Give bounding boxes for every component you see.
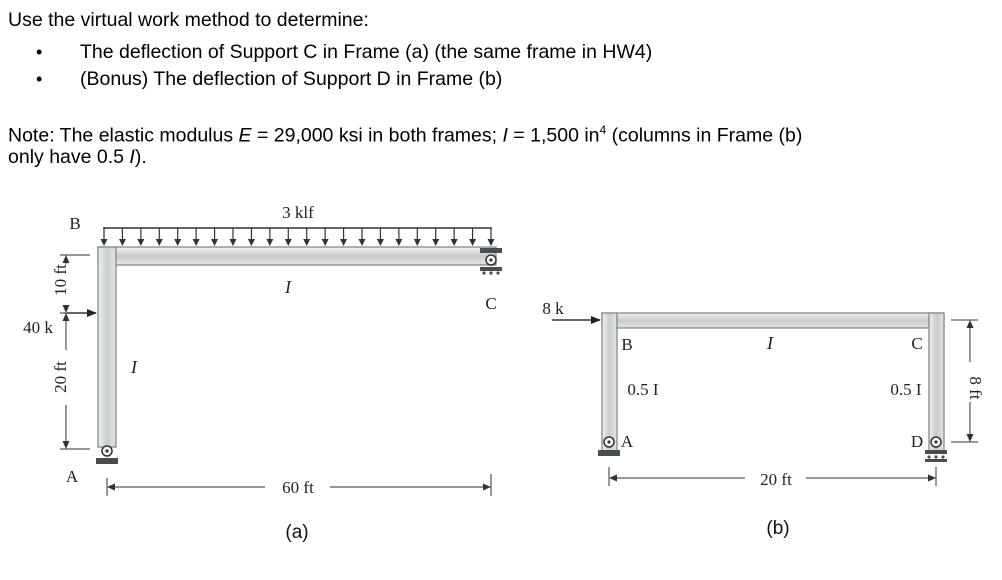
bullet-1-marker: • xyxy=(36,42,43,62)
node-a-label: A xyxy=(65,467,79,486)
beam-inertia-label: I xyxy=(285,277,291,297)
load-arrow-head xyxy=(359,239,366,246)
frame-b-beam xyxy=(602,313,944,328)
load-arrow-head xyxy=(101,239,108,246)
load-arrow-head xyxy=(432,239,439,246)
load-label: 3 klf xyxy=(282,203,314,222)
frame-b-left-column xyxy=(602,313,617,451)
note-line2-suffix: ). xyxy=(134,146,147,168)
load-arrows xyxy=(101,228,495,246)
frame-b-lateral-load-label: 8 k xyxy=(542,299,564,318)
note-i-symbol: I xyxy=(502,124,508,147)
load-arrow-head xyxy=(211,239,218,246)
lateral-load-label: 40 k xyxy=(23,318,53,337)
intro-text: Use the virtual work method to determine: xyxy=(8,9,369,31)
note-line2-prefix: only have 0.5 xyxy=(8,146,130,168)
vertical-dimension xyxy=(51,255,90,449)
dim-upper-label: 10 ft xyxy=(51,264,70,296)
node-c-label: C xyxy=(485,294,497,313)
frame-a-caption: (a) xyxy=(285,522,309,543)
frame-a-beam xyxy=(98,247,496,265)
task-1-text: The deflection of Support C in Frame (a) (the same frame in HW4) xyxy=(80,41,653,63)
bullet-2-marker: • xyxy=(36,69,43,89)
load-arrow-head xyxy=(340,239,347,246)
frame-b-node-b-label: B xyxy=(621,335,633,354)
load-arrow-head xyxy=(285,239,292,246)
load-arrow-head xyxy=(248,239,255,246)
frame-a xyxy=(23,203,502,543)
note-line2-i-symbol: I xyxy=(129,146,135,168)
frame-b-right-column xyxy=(929,313,944,451)
load-arrow-head xyxy=(377,239,384,246)
frame-b-span-dimension xyxy=(609,467,936,489)
frame-b-node-a-label: A xyxy=(620,432,634,451)
frame-b-height-label: 8 ft xyxy=(966,376,985,400)
note-prefix: Note: The elastic modulus xyxy=(8,124,239,147)
frame-b-beam-inertia-label: I xyxy=(767,333,773,353)
load-arrow-head xyxy=(266,239,273,246)
note-suffix: (columns in Frame (b) xyxy=(606,124,803,147)
load-arrow-head xyxy=(469,239,476,246)
frame-b-right-column-label: 0.5 I xyxy=(890,380,922,399)
column-inertia-label: I xyxy=(131,357,137,377)
load-arrow-head xyxy=(174,239,181,246)
frame-b-span-label: 20 ft xyxy=(760,470,792,489)
note-mid: = 29,000 ksi in both frames; xyxy=(251,124,503,147)
distributed-load xyxy=(101,228,495,246)
load-arrow-head xyxy=(137,239,144,246)
load-arrow-head xyxy=(156,239,163,246)
load-arrow-head xyxy=(119,239,126,246)
support-a-pin xyxy=(96,446,118,464)
load-arrow-head xyxy=(488,239,495,246)
span-dimension xyxy=(107,474,491,497)
frame-b-left-column-label: 0.5 I xyxy=(627,380,659,399)
frame-b-node-d-label: D xyxy=(910,432,924,451)
load-arrow-head xyxy=(230,239,237,246)
load-arrow-head xyxy=(193,239,200,246)
load-arrow-head xyxy=(322,239,329,246)
load-arrow-head xyxy=(395,239,402,246)
frame-b-caption: (b) xyxy=(766,518,790,539)
note-after-i: = 1,500 in xyxy=(507,124,600,147)
note-exponent: 4 xyxy=(599,123,607,137)
load-arrow-head xyxy=(451,239,458,246)
note-e-symbol: E xyxy=(238,124,252,147)
span-label: 60 ft xyxy=(282,478,314,497)
frame-a-column xyxy=(98,247,116,447)
frame-b xyxy=(542,299,985,539)
node-b-label: B xyxy=(69,214,81,233)
dim-lower-label: 20 ft xyxy=(51,361,70,393)
load-arrow-head xyxy=(414,239,421,246)
task-2-text: (Bonus) The deflection of Support D in Frame (b) xyxy=(80,68,503,90)
load-arrow-head xyxy=(303,239,310,246)
frame-b-node-c-label: C xyxy=(911,334,923,353)
frame-b-height-dimension xyxy=(951,320,985,442)
